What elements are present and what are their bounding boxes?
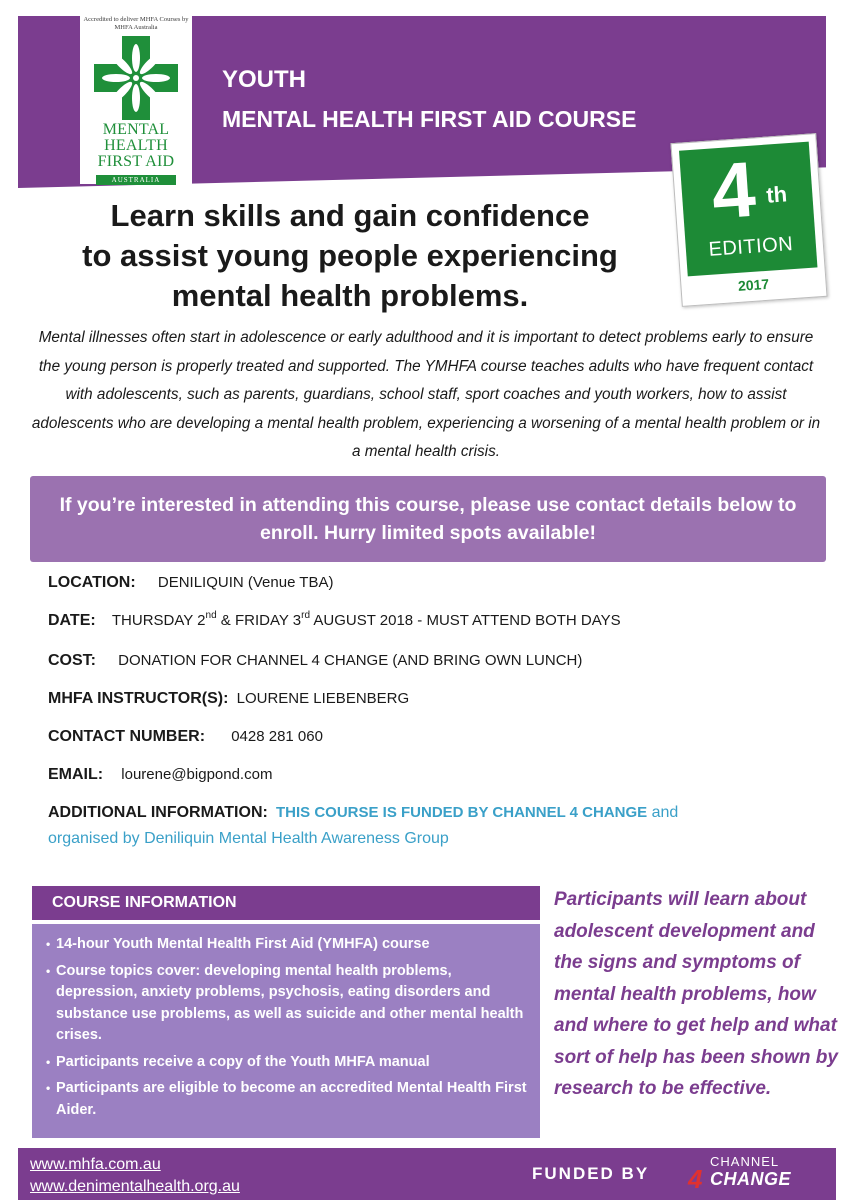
intro-paragraph: Mental illnesses often start in adolescence or early adulthood and it is important to detect problems early to ensure the young person is properly treated and supported. The YMHFA course teaches adults who have frequent contact with adolescents, such as parents, guardians, school staff, sport coaches and youth workers, how to assist adolescents who are developing a mental health problem, experiencing a worsening of a mental health problem or in a mental health crisis. bbox=[31, 329, 821, 460]
mhfa-website-link[interactable]: www.mhfa.com.au bbox=[30, 1156, 161, 1173]
email-value[interactable]: lourene@bigpond.com bbox=[121, 766, 273, 783]
footer-bar bbox=[18, 1148, 836, 1200]
course-info-box bbox=[32, 924, 540, 1138]
date-value: THURSDAY 2nd & FRIDAY 3rd AUGUST 2018 - MUST ATTEND BOTH DAYS bbox=[111, 610, 621, 629]
edition-number: 4 bbox=[708, 144, 759, 236]
edition-label: EDITION bbox=[707, 233, 794, 261]
course-info-item: • Participants receive a copy of the Youth MHFA manual bbox=[46, 1052, 528, 1074]
instructor-value: LOURENE LIEBENBERG bbox=[236, 690, 410, 707]
additional-and: and bbox=[647, 804, 679, 821]
additional-info-row bbox=[48, 804, 678, 822]
date-label: DATE: bbox=[48, 612, 96, 629]
course-type-title: YOUTH bbox=[222, 66, 306, 93]
learning-outcomes: Participants will learn about adolescent development and the signs and symptoms of mental health problems, how and where to get help and what sort of help has been shown by research to be effective. bbox=[554, 889, 838, 1099]
logo-accreditation-text: Accredited to deliver MHFA Courses by MHFA Australia bbox=[83, 16, 189, 31]
course-title: MENTAL HEALTH FIRST AID COURSE bbox=[222, 106, 637, 132]
instructor-label: MHFA INSTRUCTOR(S): bbox=[48, 690, 229, 707]
course-info-item: • Participants are eligible to become an accredited Mental Health First Aider. bbox=[46, 1078, 528, 1121]
cost-value: DONATION FOR CHANNEL 4 CHANGE (AND BRING OWN LUNCH) bbox=[118, 652, 583, 669]
contact-row bbox=[48, 728, 323, 746]
cost-label: COST: bbox=[48, 652, 96, 669]
logo-wordmark: MENTAL HEALTH FIRST AID bbox=[97, 121, 175, 170]
funded-by-label: FUNDED BY bbox=[532, 1164, 650, 1183]
date-row bbox=[48, 612, 621, 630]
email-label: EMAIL: bbox=[48, 766, 104, 783]
email-row bbox=[48, 766, 272, 784]
location-row bbox=[48, 574, 333, 592]
location-value: DENILIQUIN (Venue TBA) bbox=[157, 574, 334, 591]
cost-row bbox=[48, 652, 582, 670]
course-info-item: • 14-hour Youth Mental Health First Aid (YMHFA) course bbox=[46, 934, 528, 956]
additional-organiser: organised by Deniliquin Mental Health Awareness Group bbox=[48, 830, 449, 847]
edition-suffix: th bbox=[765, 181, 788, 208]
edition-year: 2017 bbox=[737, 275, 770, 294]
location-label: LOCATION: bbox=[48, 574, 136, 591]
channel-4-change-logo: 4 CHANNEL CHANGE bbox=[688, 1154, 792, 1194]
mhfa-logo bbox=[80, 12, 192, 184]
additional-label: ADDITIONAL INFORMATION: bbox=[48, 804, 268, 821]
deni-website-link[interactable]: www.denimentalhealth.org.au bbox=[30, 1178, 240, 1195]
headline: Learn skills and gain confidence to assist young people experiencing mental health problems. bbox=[82, 198, 618, 313]
contact-label: CONTACT NUMBER: bbox=[48, 728, 206, 745]
enroll-callout: If you’re interested in attending this course, please use contact details below to enroll. Hurry limited spots available! bbox=[30, 476, 826, 562]
course-info-heading: COURSE INFORMATION bbox=[32, 886, 540, 920]
logo-country: AUSTRALIA bbox=[96, 175, 176, 185]
instructor-row bbox=[48, 690, 409, 708]
additional-funding-text: THIS COURSE IS FUNDED BY CHANNEL 4 CHANGE bbox=[276, 804, 648, 821]
course-info-item: • Course topics cover: developing mental health problems, depression, anxiety problems, psychosis, eating disorders and substance use problems, as well as suicide and other mental health crises. bbox=[46, 961, 528, 1047]
contact-value: 0428 281 060 bbox=[231, 728, 323, 745]
star-flower-cross-icon bbox=[94, 36, 178, 120]
edition-badge bbox=[670, 133, 827, 307]
